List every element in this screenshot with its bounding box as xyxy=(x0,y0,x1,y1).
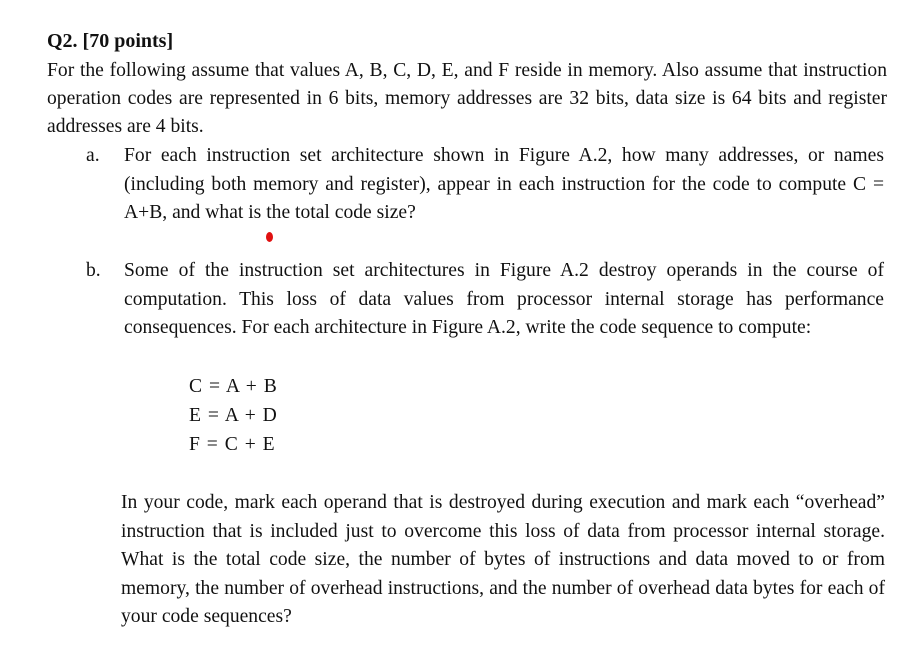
equation-e: E = A + D xyxy=(189,405,277,426)
part-b-text: Some of the instruction set architectures in Figure A.2 destroy operands in the course of computation. This loss of data values from processor internal storage has performance consequences. For each architecture in Figure A.2, write the code sequence to compute: xyxy=(124,260,884,339)
part-b-label: b. xyxy=(86,260,101,281)
equation-list xyxy=(189,372,277,459)
equation-f: F = C + E xyxy=(189,434,275,455)
question-title: Q2. [70 points] xyxy=(47,30,174,52)
part-a-label: a. xyxy=(86,145,100,166)
red-annotation-dot xyxy=(266,232,273,242)
part-b-closing: In your code, mark each operand that is destroyed during execution and mark each “overhead” instruction that is included just to overcome this loss of data from processor internal storage. What is the total code size, the number of bytes of instructions and data moved to or from memory, the number of overhead instructions, and the number of overhead data bytes for each of your code sequences? xyxy=(121,492,885,627)
question-intro: For the following assume that values A, B, C, D, E, and F reside in memory. Also assume that instruction operation codes are represented in 6 bits, memory addresses are 32 bits, data size is 64 bits and register addresses are 4 bits. xyxy=(47,60,887,137)
part-a-text: For each instruction set architecture shown in Figure A.2, how many addresses, or names (including both memory and register), appear in each instruction for the code to compute C = A+B, and what is the total code size? xyxy=(124,145,884,224)
equation-c: C = A + B xyxy=(189,376,277,397)
